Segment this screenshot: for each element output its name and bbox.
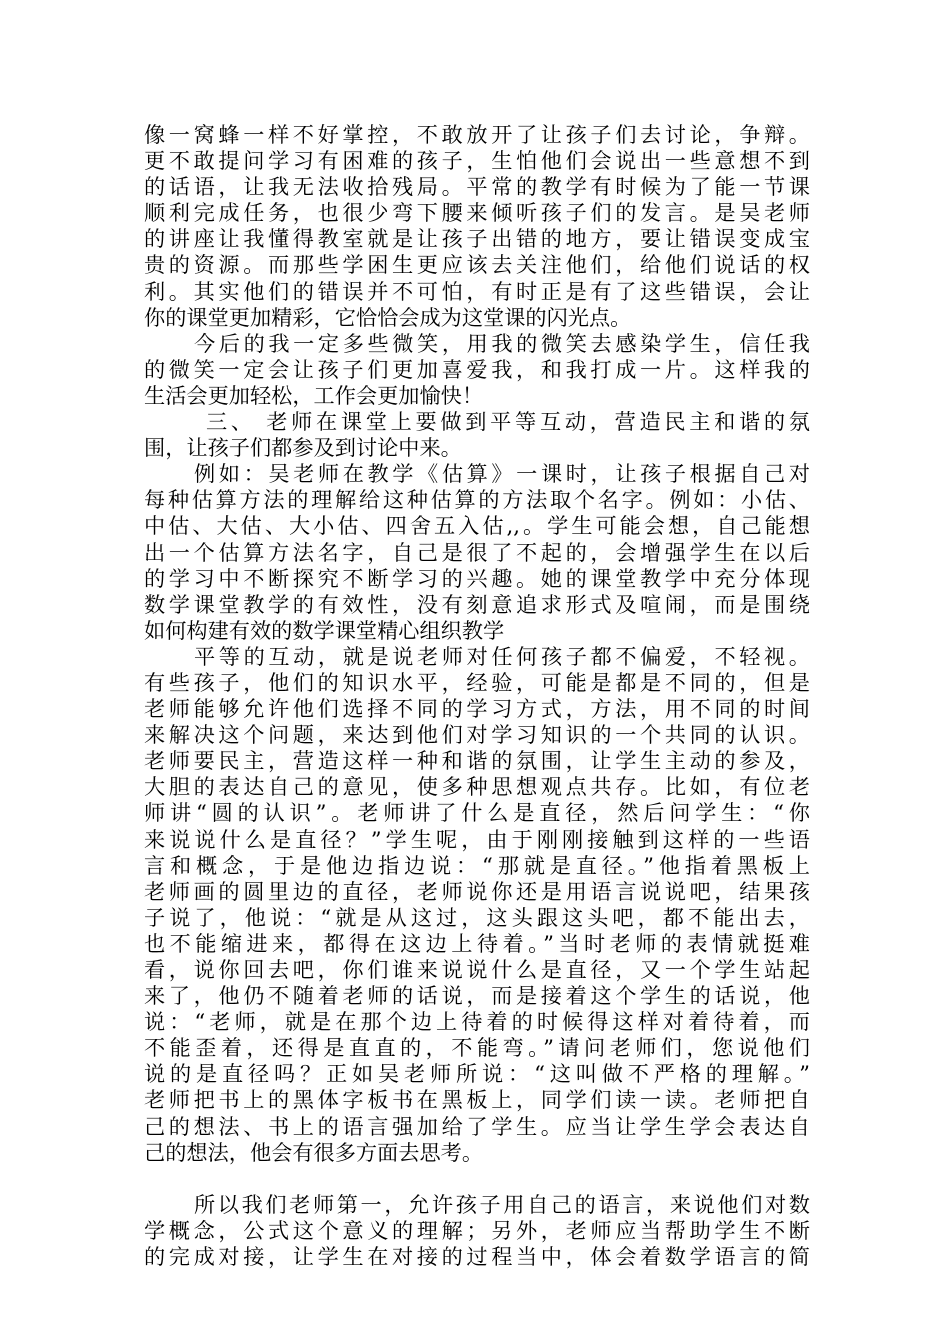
text-line: 围，让孩子们都参及到讨论中来。 xyxy=(144,435,462,461)
text-line: 数学课堂教学的有效性，没有刻意追求形式及喧闹，而是围绕 xyxy=(144,591,810,617)
text-line: 生活会更加轻松，工作会更加愉快！ xyxy=(144,382,484,408)
paragraph xyxy=(144,409,810,461)
paragraph xyxy=(144,331,810,409)
text-line: 有些孩子，他们的知识水平，经验，可能是都是不同的，但是 xyxy=(144,669,810,695)
paragraph xyxy=(144,1192,810,1270)
text-line: 子说了，他说：“就是从这过，这头跟这头吧，都不能出去， xyxy=(144,904,810,930)
text-line: 老师能够允许他们选择不同的学习方式，方法，用不同的时间 xyxy=(144,696,810,722)
text-line: 出一个估算方法名字，自己是很了不起的，会增强学生在以后 xyxy=(144,539,810,565)
text-line: 老师把书上的黑体字板书在黑板上，同学们读一读。老师把自 xyxy=(144,1087,810,1113)
text-line: 你的课堂更加精彩，它恰恰会成为这堂课的闪光点。 xyxy=(144,304,632,330)
text-line: 像一窝蜂一样不好掌控，不敢放开了让孩子们去讨论，争辩。 xyxy=(144,122,810,147)
text-line: 的完成对接，让学生在对接的过程当中，体会着数学语言的简 xyxy=(144,1244,810,1270)
text-line: 三、 老师在课堂上要做到平等互动，营造民主和谐的氛 xyxy=(206,409,810,435)
text-line: 言和概念，于是他边指边说：“那就是直径。”他指着黑板上 xyxy=(144,852,810,878)
text-line: 说：“老师，就是在那个边上待着的时候得这样对着待着，而 xyxy=(144,1009,810,1035)
text-line: 例如：吴老师在教学《估算》一课时，让孩子根据自己对 xyxy=(194,461,810,487)
text-line: 今后的我一定多些微笑，用我的微笑去感染学生，信任我 xyxy=(194,330,810,356)
text-line: 己的想法，他会有很多方面去思考。 xyxy=(144,1139,484,1165)
paragraph xyxy=(144,644,810,1166)
text-line: 的微笑一定会让孩子们更加喜爱我，和我打成一片。这样我的 xyxy=(144,356,810,382)
text-line: 来了，他仍不随着老师的话说，而是接着这个学生的话说，他 xyxy=(144,983,810,1009)
text-line: 如何构建有效的数学课堂精心组织教学 xyxy=(144,617,505,643)
text-line: 老师要民主，营造这样一种和谐的氛围，让学生主动的参及， xyxy=(144,748,810,774)
text-line: 所以我们老师第一，允许孩子用自己的语言，来说他们对数 xyxy=(194,1191,810,1217)
paragraph-gap xyxy=(144,1166,810,1192)
paragraph xyxy=(144,461,810,644)
text-line: 己的想法、书上的语言强加给了学生。应当让学生学会表达自 xyxy=(144,1113,810,1139)
document-page xyxy=(144,122,810,1270)
text-line: 老师画的圆里边的直径，老师说你还是用语言说说吧，结果孩 xyxy=(144,878,810,904)
text-line: 看，说你回去吧，你们谁来说说什么是直径，又一个学生站起 xyxy=(144,957,810,982)
text-line: 的学习中不断探究不断学习的兴趣。她的课堂教学中充分体现 xyxy=(144,565,810,591)
text-line: 贵的资源。而那些学困生更应该去关注他们，给他们说话的权 xyxy=(144,252,810,278)
text-line: 说的是直径吗？正如吴老师所说：“这叫做不严格的理解。” xyxy=(144,1061,810,1087)
text-line: 师讲“圆的认识”。老师讲了什么是直径，然后问学生：“你 xyxy=(144,800,810,826)
text-line: 也不能缩进来，都得在这边上待着。”当时老师的表情就挺难 xyxy=(144,930,810,956)
text-line: 顺利完成任务，也很少弯下腰来倾听孩子们的发言。是吴老师 xyxy=(144,200,810,226)
text-line: 来说说什么是直径？”学生呢，由于刚刚接触到这样的一些语 xyxy=(144,826,810,852)
text-line: 更不敢提问学习有困难的孩子，生怕他们会说出一些意想不到 xyxy=(144,148,810,174)
text-line: 来解决这个问题，来达到他们对学习知识的一个共同的认识。 xyxy=(144,722,810,748)
paragraph xyxy=(144,122,810,331)
text-line: 平等的互动，就是说老师对任何孩子都不偏爱，不轻视。 xyxy=(194,643,810,669)
text-line: 大胆的表达自己的意见，使多种思想观点共存。比如，有位老 xyxy=(144,774,810,800)
text-line: 学概念，公式这个意义的理解；另外，老师应当帮助学生不断 xyxy=(144,1217,810,1243)
text-line: 利。其实他们的错误并不可怕，有时正是有了这些错误，会让 xyxy=(144,278,810,304)
text-line: 不能歪着，还得是直直的，不能弯。”请问老师们，您说他们 xyxy=(144,1035,810,1061)
text-line: 中估、大估、大小估、四舍五入估,,。学生可能会想，自己能想 xyxy=(144,513,810,539)
text-line: 的讲座让我懂得教室就是让孩子出错的地方，要让错误变成宝 xyxy=(144,226,810,252)
text-line: 的话语，让我无法收拾残局。平常的教学有时候为了能一节课 xyxy=(144,174,810,200)
text-line: 每种估算方法的理解给这种估算的方法取个名字。例如：小估、 xyxy=(144,487,810,513)
